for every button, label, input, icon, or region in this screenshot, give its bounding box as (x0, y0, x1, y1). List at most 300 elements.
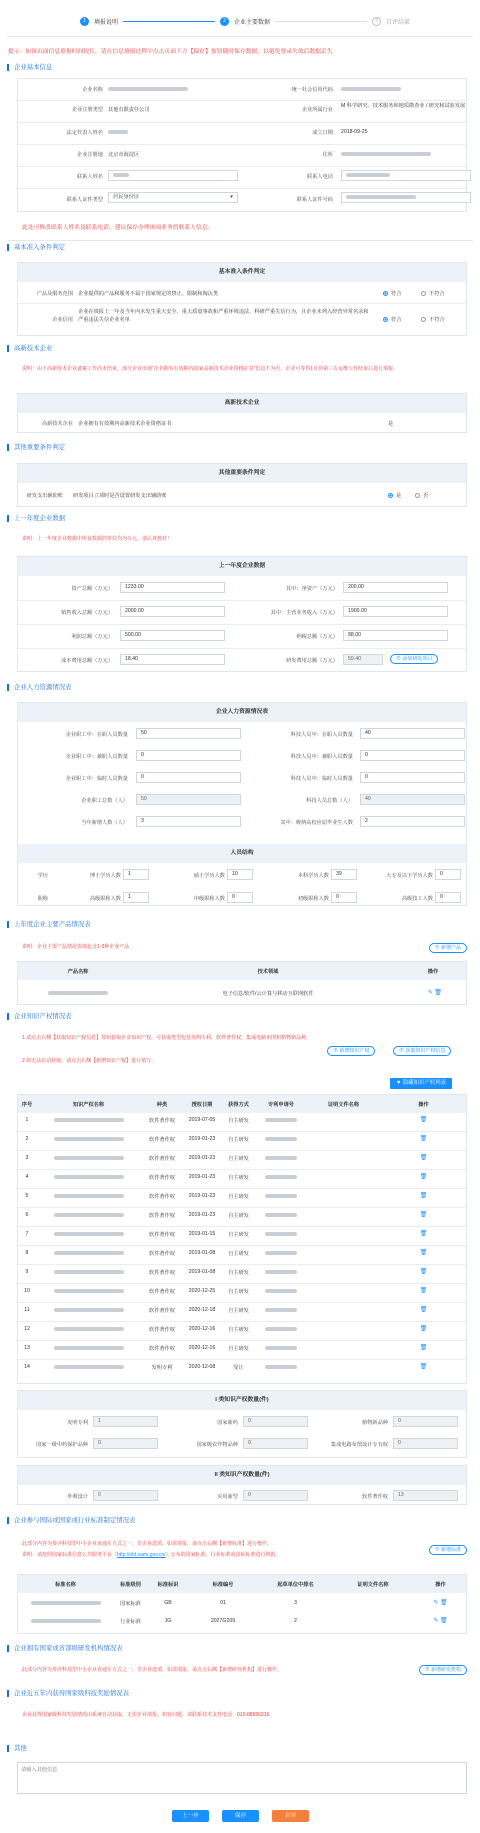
row-divider (18, 1150, 466, 1151)
ip-app-no (256, 1326, 306, 1332)
structure-input[interactable]: 0 (435, 892, 461, 903)
std-level: 行业标准 (120, 1619, 141, 1625)
add-ip-button[interactable]: ⊕ 新增知识产权 (327, 1046, 375, 1056)
hr-input[interactable]: 2 (360, 816, 465, 827)
ip-name (36, 1364, 141, 1370)
std-col-header: 操作 (435, 1582, 446, 1588)
step-3-circle: 3 (372, 17, 381, 26)
hr-label: 科技人员中：兼职人员数量 (290, 754, 353, 760)
hitech-head: 高新技术企业 (18, 394, 466, 413)
ip-way: 自主研发 (228, 1251, 249, 1257)
ip-row-number: 14 (24, 1364, 30, 1370)
hr-input[interactable]: 3 (136, 816, 241, 827)
add-rd-project-button[interactable]: ⊕ 添加研发项目 (390, 654, 438, 664)
ip-app-no (256, 1364, 306, 1370)
ip-row-number: 11 (24, 1307, 30, 1313)
ip-class1-label: 国家级农作物品种 (196, 1442, 238, 1448)
ip-row-number: 13 (24, 1345, 30, 1351)
structure-label: 高级职称人数 (89, 896, 121, 902)
row-divider (18, 1302, 466, 1303)
add-standard-button[interactable]: ⊕ 新增标准 (429, 1545, 467, 1555)
ip-class1-label: 集成电路布图设计专有权 (330, 1442, 388, 1448)
ip-way: 自主研发 (228, 1156, 249, 1162)
ip-col-header: 证明文件名称 (327, 1102, 360, 1108)
row-divider (18, 1340, 466, 1341)
founded-value: 2018-09-25 (341, 129, 368, 135)
ip-way: 自主研发 (228, 1137, 249, 1143)
ip-date: 2019-01-23 (188, 1174, 216, 1180)
col-actions: 操作 (427, 969, 439, 975)
standards-table (17, 1574, 467, 1634)
row-divider (18, 1207, 466, 1208)
step-connector (123, 21, 215, 22)
structure-input[interactable]: 0 (435, 869, 461, 880)
finance-input[interactable]: 1233.00 (120, 582, 225, 593)
ip-name (36, 1231, 141, 1237)
finance-input: 59.40 (343, 654, 383, 665)
col-tech-field: 技术领域 (257, 969, 279, 975)
row-divider (18, 1188, 466, 1189)
ip-col-header: 获得方式 (228, 1102, 249, 1108)
radio-yes[interactable]: 符合 (383, 316, 401, 323)
hr-structure-head: 人员结构 (18, 844, 466, 863)
industry-label: 企业所属行业 (301, 107, 333, 113)
title-label: 职称 (37, 896, 48, 902)
ip-date: 2019-01-08 (188, 1250, 216, 1256)
ip-type: 软件著作权 (149, 1194, 175, 1200)
ip-class1-value: 0 (93, 1438, 158, 1449)
finance-label: 研发费用总额（万元） (286, 658, 338, 664)
ip-name (36, 1155, 141, 1161)
ip-app-no (256, 1307, 306, 1313)
delete-icon[interactable]: 🗑 (419, 1136, 428, 1142)
id-no-label: 联系人证件号码 (296, 197, 333, 203)
other-info-textarea[interactable] (17, 1762, 467, 1794)
address-value (341, 151, 431, 157)
delete-icon[interactable]: 🗑 (419, 1155, 428, 1161)
reg-place-label: 企业注册地 (77, 152, 103, 158)
id-type-label: 联系人证件类型 (66, 197, 103, 203)
step-connector (275, 21, 367, 22)
section-title-other-conditions: 其他重要条件判定 (7, 444, 65, 451)
ip-app-no (256, 1155, 306, 1161)
edit-icon[interactable]: ✎ 🗑 (433, 1618, 448, 1624)
ip-row-number: 6 (25, 1212, 29, 1218)
products-table (17, 961, 467, 1005)
std-level: 国家标准 (120, 1601, 141, 1607)
delete-icon[interactable]: 🗑 (419, 1117, 428, 1123)
ip-type: 软件著作权 (149, 1346, 175, 1352)
hr-label: 企业职工中：在职人员数量 (65, 732, 128, 738)
hr-input[interactable]: 0 (136, 772, 241, 783)
ip-col-header: 序号 (21, 1102, 33, 1108)
ip-name (36, 1117, 141, 1123)
ip-app-no (256, 1212, 306, 1218)
ip-class1-value: 0 (393, 1416, 458, 1427)
hitech-note: 说明：由于高新技术企业备案工作尚未结束，部分企业出现“企业拥有有效期内国家高新技术企业资格证书”信息不为否，企业可等待1月份第三方运维工作结束后进行填报。 (22, 366, 399, 372)
std-col-header: 标准名称 (55, 1582, 76, 1588)
ip-class1-label: 植物新品种 (362, 1420, 388, 1426)
section-title-basic-conditions: 基本准入条件判定 (7, 244, 65, 251)
structure-input[interactable]: 39 (331, 869, 357, 880)
hr-input: 40 (360, 794, 465, 805)
cond-label: 企业信用 (52, 317, 73, 323)
ip-type: 软件著作权 (149, 1232, 175, 1238)
std-rank: 2 (294, 1618, 297, 1624)
hitech-text: 企业拥有有效期内高新技术企业资格证书 (78, 421, 172, 427)
ip-app-no (256, 1174, 306, 1180)
contact-phone-input[interactable] (341, 170, 471, 181)
std-col-header: 标准标识 (157, 1582, 179, 1588)
reg-place-value: 北京市海淀区 (108, 152, 140, 158)
delete-icon[interactable]: 🗑 (419, 1193, 428, 1199)
delete-icon[interactable]: 🗑 (419, 1326, 428, 1332)
cond-label: 产品及服务范围 (36, 291, 73, 297)
section-title-basic: 企业基本信息 (7, 64, 52, 71)
ip-row-number: 9 (25, 1269, 29, 1275)
hr-input[interactable]: 0 (360, 750, 465, 761)
ip-type: 软件著作权 (149, 1175, 175, 1181)
std-platform-link[interactable]: http://std.samr.gov.cn/ (117, 1552, 166, 1558)
std-col-header: 标准编号 (212, 1582, 234, 1588)
ip-date: 2019-01-15 (188, 1231, 216, 1237)
divider (7, 240, 473, 241)
ip-name (36, 1307, 141, 1313)
finance-input[interactable]: 500.00 (120, 630, 225, 641)
contact-name-input[interactable] (108, 170, 238, 181)
ip-row-number: 12 (24, 1326, 30, 1332)
company-name-value (108, 86, 188, 92)
ip-way: 自主研发 (228, 1308, 249, 1314)
ip-name (36, 1250, 141, 1256)
ip-type: 软件著作权 (149, 1308, 175, 1314)
hitech-table (17, 393, 467, 433)
ip-col-header: 知识产权名称 (72, 1102, 105, 1108)
ip-date: 2019-01-23 (188, 1155, 216, 1161)
ip-type: 软件著作权 (149, 1137, 175, 1143)
row-divider (18, 1359, 466, 1360)
ip-class1-head: I 类知识产权数量(件) (18, 1391, 466, 1410)
add-product-button[interactable]: ⊕ 新增产品 (429, 943, 467, 953)
structure-label: 硕士学历人数 (193, 873, 225, 879)
ip-date: 2020-12-16 (188, 1345, 216, 1351)
ip-class1-value: 0 (243, 1438, 308, 1449)
cond-text: 企业提供的产品和服务不属于国家规定的禁止、限制和淘汰类 (78, 291, 219, 297)
prev-step-button[interactable]: 上一步 (172, 1810, 209, 1822)
ip-way: 自主研发 (228, 1327, 249, 1333)
row-divider (18, 1283, 466, 1284)
delete-icon[interactable]: 🗑 (419, 1250, 428, 1256)
ip-class1-value: 0 (393, 1438, 458, 1449)
hr-input[interactable]: 50 (136, 728, 241, 739)
ip-name (36, 1345, 141, 1351)
ip-row-number: 5 (25, 1193, 29, 1199)
ip-date: 2019-01-08 (188, 1269, 216, 1275)
save-tip: 提示：如该页面信息填报时间较长，请在信息填报过程中点击页面下方【保存】按钮随时保存数据，以避免登录失效后数据丢失 (8, 49, 333, 55)
reg-type-label: 企业注册类型 (71, 107, 103, 113)
radio-yes[interactable]: 符合 (383, 290, 401, 297)
hr-input[interactable]: 40 (360, 728, 465, 739)
ip-name (36, 1269, 141, 1275)
edit-icon[interactable]: ✎ 🗑 (433, 1600, 448, 1606)
fetch-ip-button[interactable]: ⊕ 获取知识产权信息 (393, 1046, 451, 1056)
ip-way: 自主研发 (228, 1118, 249, 1124)
finance-table (17, 556, 467, 672)
products-note: 说明：企业主要产品情况表填包含1-3种企业产品 (22, 944, 130, 950)
structure-label: 博士学历人数 (89, 873, 121, 879)
credit-code-label: 统一社会信用代码 (291, 87, 333, 93)
rd-account-label: 研发支出辅助账 (26, 493, 63, 499)
platforms-note: 此部分内容为参评科技型中小企业直通车方式之一，非企业选填，如需填报，请点击右侧【新增研发机构】进行操作。 (22, 1667, 283, 1673)
ip-type: 软件著作权 (149, 1213, 175, 1219)
hr-label: 科技人员中：在职人员数量 (290, 732, 353, 738)
structure-input[interactable]: 0 (331, 892, 357, 903)
product-name (38, 990, 118, 996)
finance-label: 销售收入总额（万元） (61, 610, 113, 616)
ip-note-1: 1.请点击右侧【获取知识产权信息】按钮获取企业知识产权，可获取类型包括发明专利、软件著作权、集成电路布图和植物新品种。 (22, 1035, 312, 1041)
std-name (18, 1618, 113, 1624)
hide-ip-list-button[interactable]: ▼ 隐藏知识产权列表 (390, 1078, 452, 1089)
hr-table (17, 702, 467, 906)
finance-label: 其中：主营业务收入（万元） (270, 610, 338, 616)
ip-way: 自主研发 (228, 1194, 249, 1200)
ip-app-no (256, 1136, 306, 1142)
edit-icon[interactable]: ✎ (427, 990, 433, 996)
legal-rep-label: 法定代表人姓名 (66, 130, 103, 136)
id-no-input[interactable] (341, 192, 471, 203)
ip-note-2: 2.如无法自动获取，请点击右侧【新增知识产权】进行填写。 (22, 1058, 157, 1064)
step-1-circle: 1 (80, 17, 89, 26)
ip-col-header: 专利申请号 (268, 1102, 294, 1108)
structure-label: 中级职称人数 (193, 896, 225, 902)
ip-name (36, 1193, 141, 1199)
structure-label: 初级职称人数 (297, 896, 329, 902)
hitech-value: 是 (388, 421, 394, 427)
ip-col-header: 操作 (418, 1102, 429, 1108)
std-mark: JG (164, 1618, 172, 1624)
basic-conditions-head: 基本准入条件判定 (18, 263, 466, 282)
delete-icon[interactable]: 🗑 (419, 1212, 428, 1218)
structure-input[interactable]: 10 (227, 869, 253, 880)
finance-label: 利润总额（万元） (71, 634, 113, 640)
section-title-products: 上年度企业主要产品情况表 (7, 921, 91, 928)
row-divider (18, 1245, 466, 1246)
std-mark: GB (164, 1600, 172, 1606)
delete-icon[interactable]: 🗑 (419, 1288, 428, 1294)
delete-icon[interactable]: 🗑 (419, 1345, 428, 1351)
hr-label: 其中：吸纳高校应届毕业生人数 (280, 820, 353, 826)
basic-conditions-table (17, 262, 467, 336)
section-title-finance: 上一年度企业数据 (7, 515, 65, 522)
divider (7, 36, 473, 37)
ip-app-no (256, 1250, 306, 1256)
std-number: 2027G209 (210, 1618, 236, 1624)
ip-way: 受让 (233, 1365, 244, 1371)
ip-name (36, 1174, 141, 1180)
row-divider (18, 1264, 466, 1265)
ip-table (17, 1094, 467, 1384)
structure-input[interactable]: 0 (227, 892, 253, 903)
other-conditions-head: 其他重要条件判定 (18, 464, 466, 483)
founded-label: 成立日期 (312, 130, 333, 136)
ip-date: 2019-01-23 (188, 1193, 216, 1199)
industry-value: M 科学研究、技术服务和地质勘查业 / 研究和试验发展 (341, 103, 466, 109)
id-type-select[interactable]: 居民身份证 ▾ (108, 192, 238, 203)
ip-row-number: 8 (25, 1250, 29, 1256)
contact-phone-label: 联系人电话 (307, 174, 333, 180)
other-conditions-table (17, 463, 467, 507)
delete-icon[interactable]: 🗑 (419, 1269, 428, 1275)
ip-row-number: 10 (24, 1288, 30, 1294)
ip-date: 2020-12-18 (188, 1307, 216, 1313)
std-rank: 3 (294, 1600, 297, 1606)
ip-class2-value: 0 (243, 1490, 308, 1501)
finance-label: 资产总额（万元） (71, 586, 113, 592)
finance-note: 说明：上一年度企业数据中所有数据的单位均为万元，请认真核对！ (22, 536, 173, 542)
finance-label: 成本费用总额（万元） (61, 658, 113, 664)
legal-rep-value (108, 129, 128, 135)
ip-date: 2019-01-23 (188, 1212, 216, 1218)
finance-input[interactable]: 200.00 (343, 582, 448, 593)
ip-row-number: 3 (25, 1155, 29, 1161)
std-number: 01 (220, 1600, 226, 1606)
step-progress (80, 14, 410, 28)
section-title-awards: 企业近五年内获得国家级科技奖励情况表 (7, 1690, 129, 1697)
awards-note: 企业获得国家级科技奖励情况由系统自动获取，无需企业填报。如有问题，请联系技术支持电话：010-88656316 (22, 1712, 270, 1718)
hr-input[interactable]: 0 (360, 772, 465, 783)
ip-app-no (256, 1288, 306, 1294)
structure-input[interactable]: 1 (123, 892, 149, 903)
ip-way: 自主研发 (228, 1289, 249, 1295)
self-eval-button[interactable]: 自评 (272, 1810, 309, 1822)
delete-icon[interactable]: 🗑 (419, 1364, 428, 1370)
ip-class2-head: II 类知识产权数量(件) (18, 1466, 466, 1485)
ip-col-header: 种类 (156, 1102, 168, 1108)
ip-name (36, 1288, 141, 1294)
ip-way: 自主研发 (228, 1175, 249, 1181)
finance-input[interactable]: 1900.00 (343, 606, 448, 617)
step-1-label: 填报说明 (94, 19, 119, 26)
finance-input[interactable]: 88.00 (343, 630, 448, 641)
delete-icon[interactable]: 🗑 (419, 1307, 428, 1313)
credit-code-value (341, 86, 401, 92)
delete-icon[interactable]: 🗑 (419, 1174, 428, 1180)
ip-class2-label: 软件著作权 (362, 1494, 388, 1500)
ip-app-no (256, 1193, 306, 1199)
section-title-standards: 企业参与国际或国家或行业标准制定情况表 (7, 1517, 135, 1524)
edu-label: 学历 (37, 873, 48, 879)
ip-type: 软件著作权 (149, 1289, 175, 1295)
ip-row-number: 4 (25, 1174, 29, 1180)
radio-no[interactable]: 不符合 (421, 316, 445, 323)
hr-head: 企业人力资源情况表 (18, 703, 466, 722)
structure-input[interactable]: 1 (123, 869, 149, 880)
ip-app-no (256, 1345, 306, 1351)
ip-class2-value: 13 (393, 1490, 458, 1501)
hr-input: 50 (136, 794, 241, 805)
ip-class1-value: 1 (93, 1416, 158, 1427)
section-title-other: 其他 (7, 1745, 27, 1752)
contact-warning: 此处可修改联系人姓名及联系电话，建议保存办理该项业务的联系人信息。 (22, 225, 214, 231)
ip-type: 软件著作权 (149, 1251, 175, 1257)
ip-class2-table (17, 1465, 467, 1505)
chevron-down-icon: ▾ (230, 194, 233, 200)
radio-no[interactable]: 不符合 (421, 290, 445, 297)
add-platform-button[interactable]: ⊕ 新增研发机构 (419, 1665, 467, 1675)
ip-class1-label: 国家一级中药保护品种 (36, 1442, 88, 1448)
save-button[interactable]: 保存 (222, 1810, 259, 1822)
contact-name-label: 联系人姓名 (77, 174, 103, 180)
radio-yes[interactable]: 是 (388, 492, 401, 499)
ip-row-number: 2 (25, 1136, 29, 1142)
ip-class1-label: 国家新药 (217, 1420, 238, 1426)
ip-class2-value: 0 (93, 1490, 158, 1501)
row-divider (18, 1131, 466, 1132)
step-2-label: 企业主要数据 (234, 19, 271, 26)
basic-info-table (17, 78, 467, 212)
finance-label: 其中：净资产（万元） (286, 586, 338, 592)
cond-text: 企业在填报上一年及当年内未发生重大安全、重大质量事故和严重环境违法、科研严重失信行为，且企业未列入经营异常名录和严重违法失信企业名单 (78, 309, 369, 323)
ip-date: 2019-01-23 (188, 1136, 216, 1142)
product-field: 电子信息/软件/云计算与移动互联网软件 (222, 991, 314, 997)
delete-icon[interactable]: 🗑 (434, 990, 443, 996)
ip-type: 软件著作权 (149, 1156, 175, 1162)
ip-class2-label: 外观设计 (67, 1494, 88, 1500)
ip-way: 自主研发 (228, 1213, 249, 1219)
step-2-circle: 2 (220, 17, 229, 26)
ip-type: 发明专利 (151, 1365, 173, 1371)
std-col-header: 起草单位中排名 (277, 1582, 314, 1588)
hr-label: 当年新增人数（人） (81, 820, 128, 826)
ip-app-no (256, 1231, 306, 1237)
ip-row-number: 7 (25, 1231, 29, 1237)
radio-no[interactable]: 否 (415, 492, 428, 499)
ip-way: 自主研发 (228, 1270, 249, 1276)
hr-label: 科技人员总数（人） (306, 798, 353, 804)
ip-name (36, 1326, 141, 1332)
ip-date: 2020-12-08 (188, 1364, 216, 1370)
section-title-hr: 企业人力资源情况表 (7, 684, 72, 691)
std-name (18, 1600, 113, 1606)
ip-row-number: 1 (25, 1117, 29, 1123)
structure-label: 大专及以下学历人数 (386, 873, 433, 879)
hr-label: 企业职工总数（人） (81, 798, 128, 804)
ip-date: 2020-12-25 (188, 1288, 216, 1294)
address-label: 住所 (322, 152, 333, 158)
structure-label: 高级技工人数 (401, 896, 433, 902)
hitech-label: 高新技术企业 (41, 421, 73, 427)
hr-input[interactable]: 0 (136, 750, 241, 761)
product-actions (420, 989, 450, 996)
ip-app-no (256, 1117, 306, 1123)
section-title-platforms: 企业拥有国家或省部级研发机构情况表 (7, 1645, 123, 1652)
section-title-ip: 企业知识产权情况表 (7, 1013, 72, 1020)
row-divider (18, 1321, 466, 1322)
ip-app-no (256, 1269, 306, 1275)
structure-label: 本科学历人数 (297, 873, 329, 879)
finance-input[interactable]: 2000.00 (120, 606, 225, 617)
ip-date: 2019-07-05 (188, 1117, 216, 1123)
row-divider (18, 1169, 466, 1170)
reg-type-value: 其他有限责任公司 (108, 107, 150, 113)
ip-class1-value: 0 (243, 1416, 308, 1427)
ip-class1-table (17, 1390, 467, 1458)
delete-icon[interactable]: 🗑 (419, 1231, 428, 1237)
finance-input[interactable]: 18.40 (120, 654, 225, 665)
ip-name (36, 1136, 141, 1142)
standards-note-1: 此部分内容为参评科技型中小企业直通车方式之一，非企业选填，如需填报，请点击右侧【新增标准】进行操作。 (22, 1541, 273, 1547)
step-3-label: 自评结果 (386, 19, 411, 26)
